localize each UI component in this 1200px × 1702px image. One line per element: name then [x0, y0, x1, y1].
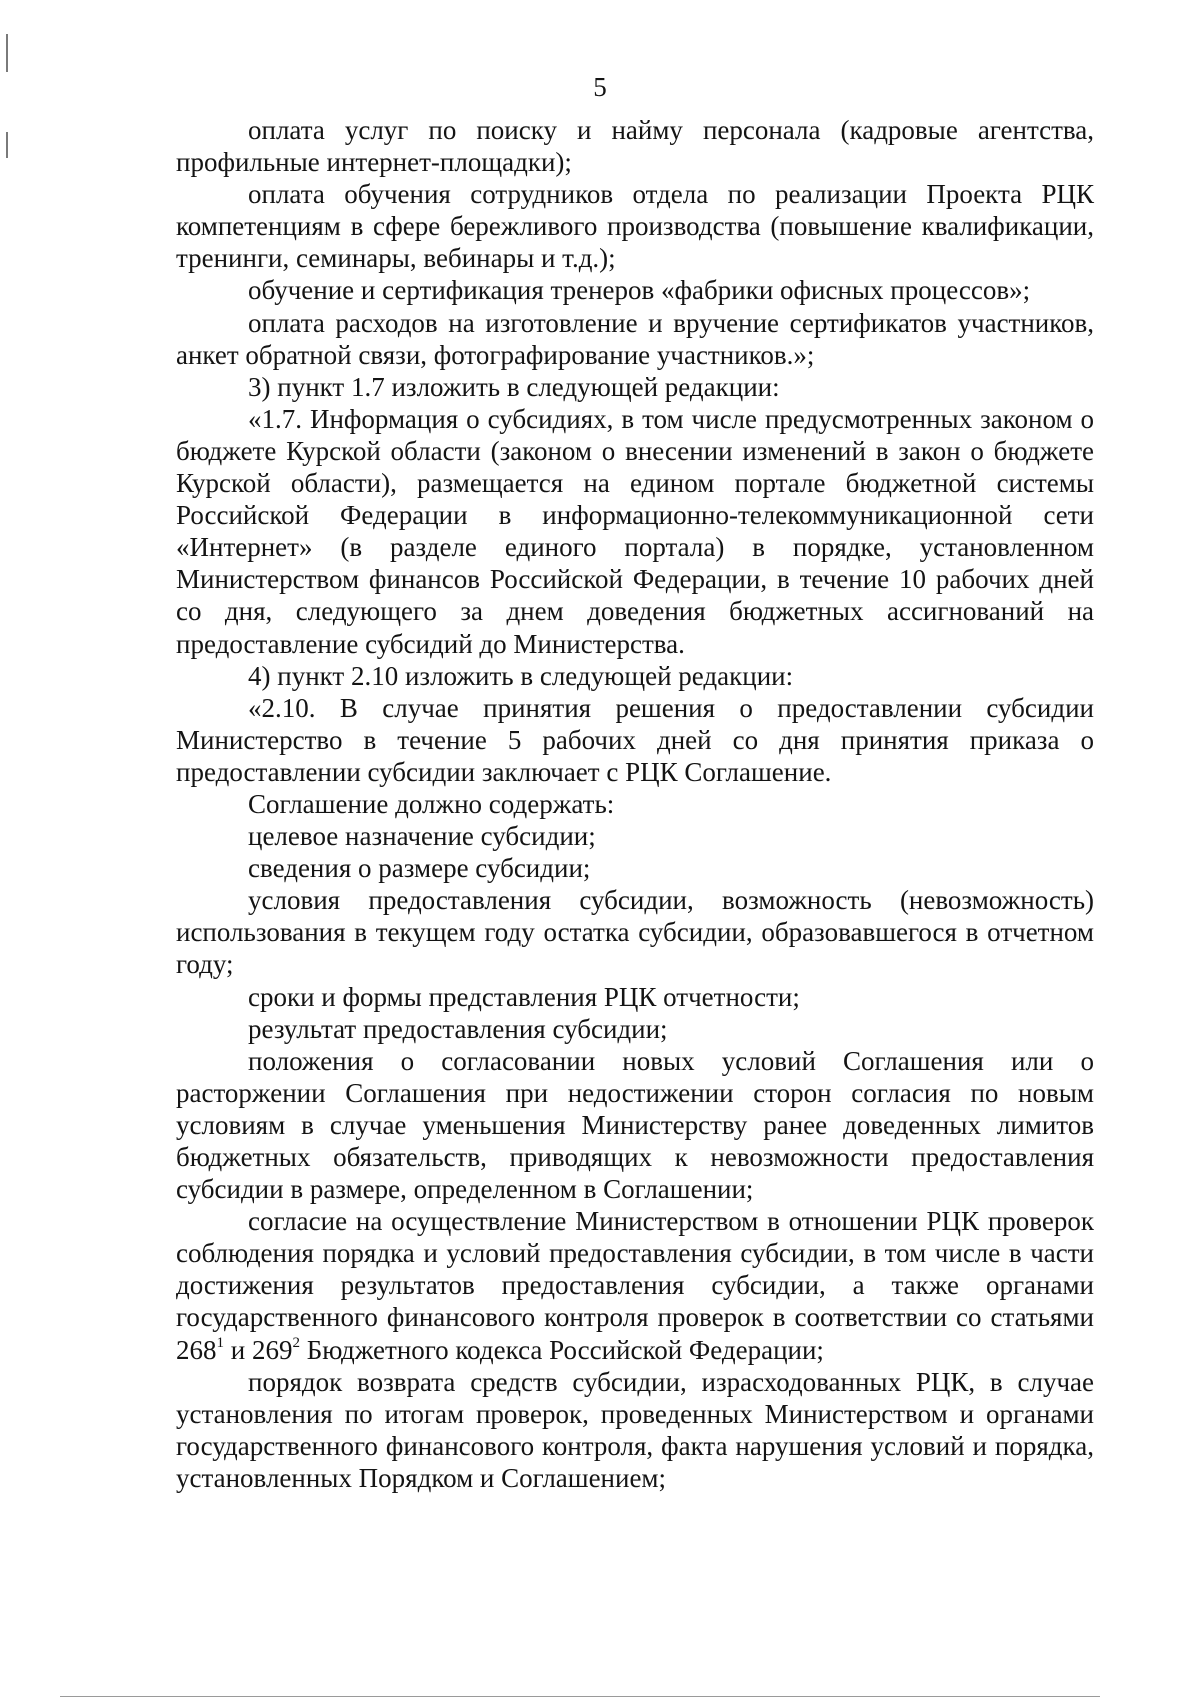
paragraph-purpose: целевое назначение субсидии; [248, 821, 596, 852]
paragraph-agreement-contents: Соглашение должно содержать: [248, 788, 615, 819]
paragraph-clause-1-7: «1.7. Информация о субсидиях, в том числе предусмотренных законом о бюджете Курской области (законом о внесении изменений в закон о бюджете Курской области), размещается на едином портале бюджетной системы Российской Федерации в информационно-телекоммуникационной сети «Интернет» (в разделе единого портала) в порядке, установленном Министерством финансов Российской Федерации, в течение 10 рабочих дней со дня, следующего за днем доведения бюджетных ассигнований на предоставление субсидий до Министерства. [176, 403, 1094, 659]
paragraph-item-4: 4) пункт 2.10 изложить в следующей редакции: [248, 660, 794, 691]
paragraph-refund-procedure: порядок возврата средств субсидии, израсходованных РЦК, в случае установления по итогам проверок, проведенных Министерством и органами государственного финансового контроля, факта нарушения условий и порядка, установленных Порядком и Соглашением; [176, 1366, 1094, 1493]
scan-edge-mark [6, 34, 8, 72]
scan-edge-mark [6, 132, 8, 158]
footnote-marker: 1 [216, 1334, 224, 1351]
footnote-marker: 2 [292, 1334, 300, 1351]
paragraph-staff-training: оплата обучения сотрудников отдела по реализации Проекта РЦК компетенциям в сфере бережливого производства (повышение квалификации, тренинги, семинары, вебинары и т.д.); [176, 179, 1094, 274]
paragraph-consent-inspections [176, 1205, 1094, 1365]
paragraph-new-conditions: положения о согласовании новых условий Соглашения или о расторжении Соглашения при недостижении сторон согласия по новым условиям в случае уменьшения Министерству ранее доведенных лимитов бюджетных обязательств, приводящих к невозможности предоставления субсидии в размере, определенном в Соглашении; [176, 1045, 1094, 1205]
paragraph-clause-2-10: «2.10. В случае принятия решения о предоставлении субсидии Министерство в течение 5 рабочих дней со дня принятия приказа о предоставлении субсидии заключает с РЦК Соглашение. [176, 692, 1094, 787]
page-number: 5 [593, 72, 607, 102]
consent-text-end: Бюджетного кодекса Российской Федерации; [299, 1334, 824, 1365]
paragraph-recruitment-services: оплата услуг по поиску и найму персонала (кадровые агентства, профильные интернет-площадки); [176, 115, 1094, 178]
paragraph-item-3: 3) пункт 1.7 изложить в следующей редакции: [248, 371, 780, 402]
paragraph-amount: сведения о размере субсидии; [248, 853, 591, 884]
paragraph-trainer-certification: обучение и сертификация тренеров «фабрики офисных процессов»; [248, 275, 1031, 306]
paragraph-certificates-expenses: оплата расходов на изготовление и вручение сертификатов участников, анкет обратной связи, фотографирование участников.»; [176, 307, 1094, 370]
paragraph-conditions: условия предоставления субсидии, возможность (невозможность) использования в текущем году остатка субсидии, образовавшегося в отчетном году; [176, 885, 1094, 980]
paragraph-reporting: сроки и формы представления РЦК отчетности; [248, 981, 800, 1012]
page-bottom-edge [60, 1696, 1100, 1697]
consent-text-middle: и 269 [224, 1334, 293, 1365]
paragraph-result: результат предоставления субсидии; [248, 1013, 668, 1044]
document-body [176, 114, 1094, 1494]
consent-text-start: согласие на осуществление Министерством в отношении РЦК проверок соблюдения порядка и условий предоставления субсидии, в том числе в части достижения результатов предоставления субсидии, а также органами государственного финансового контроля проверок в соответствии со статьями 268 [176, 1206, 1094, 1365]
